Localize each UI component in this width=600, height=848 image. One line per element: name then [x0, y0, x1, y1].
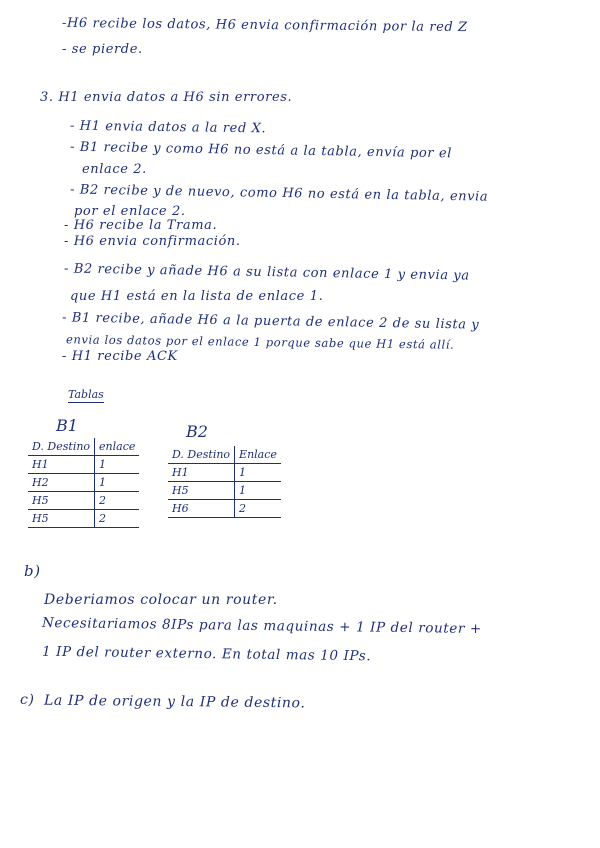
text-line: por el enlace 2.: [74, 204, 186, 219]
table-cell: H1: [28, 456, 95, 474]
table-header-row: [168, 446, 281, 464]
table-row: [28, 510, 139, 528]
table-row: [168, 500, 281, 518]
section-label-c: c): [20, 692, 35, 708]
table-cell: 2: [235, 500, 281, 518]
text-line: - H1 envia datos a la red X.: [69, 118, 267, 137]
table-cell: 1: [235, 482, 281, 500]
table-row: [168, 464, 281, 482]
tables-heading: Tablas: [68, 388, 104, 401]
text-line: - H6 recibe la Trama.: [64, 218, 218, 233]
text-line: 1 IP del router externo. En total mas 10 IPs.: [41, 643, 372, 665]
table-cell: H1: [168, 464, 235, 482]
table-cell: 1: [95, 474, 140, 492]
section-heading: 3. H1 envia datos a H6 sin errores.: [40, 90, 293, 105]
table-cell: 2: [95, 510, 140, 528]
text-line: - H6 envia confirmación.: [64, 234, 241, 249]
text-line: La IP de origen y la IP de destino.: [43, 692, 306, 712]
table-header-cell: enlace: [95, 438, 140, 456]
text-line: Necesitariamos 8IPs para las maquinas + 1 IP del router +: [41, 614, 482, 638]
text-line: - se pierde.: [62, 42, 143, 57]
text-line: - B1 recibe y como H6 no está a la tabla, envía por el: [69, 139, 453, 162]
table-cell: H5: [168, 482, 235, 500]
text-line: envia los datos por el enlace 1 porque sabe que H1 está allí.: [65, 332, 455, 352]
text-line: - H1 recibe ACK: [62, 349, 178, 364]
text-line: enlace 2.: [82, 162, 147, 177]
table-header-cell: Enlace: [235, 446, 281, 464]
text-line: - B1 recibe, añade H6 a la puerta de enlace 2 de su lista y: [61, 310, 480, 333]
table-cell: H2: [28, 474, 95, 492]
table-cell: H5: [28, 510, 95, 528]
table-cell: 1: [95, 456, 140, 474]
table-b1-title: B1: [56, 416, 78, 435]
table-header-cell: D. Destino: [168, 446, 235, 464]
text-line: Deberiamos colocar un router.: [44, 592, 278, 608]
table-header-cell: D. Destino: [28, 438, 95, 456]
text-line: -H6 recibe los datos, H6 envia confirmación por la red Z: [61, 15, 468, 36]
text-line: - B2 recibe y de nuevo, como H6 no está en la tabla, envia: [69, 182, 489, 205]
section-label-b: b): [24, 562, 41, 580]
table-row: [28, 474, 139, 492]
table-header-row: [28, 438, 139, 456]
table-b2-title: B2: [186, 422, 208, 441]
table-row: [28, 456, 139, 474]
table-cell: H5: [28, 492, 95, 510]
table-b1: [28, 438, 139, 528]
text-line: que H1 está en la lista de enlace 1.: [70, 289, 324, 304]
table-row: [168, 482, 281, 500]
table-cell: H6: [168, 500, 235, 518]
table-b2: [168, 446, 281, 518]
text-line: - B2 recibe y añade H6 a su lista con enlace 1 y envia ya: [63, 261, 470, 284]
table-cell: 1: [235, 464, 281, 482]
table-row: [28, 492, 139, 510]
table-cell: 2: [95, 492, 140, 510]
